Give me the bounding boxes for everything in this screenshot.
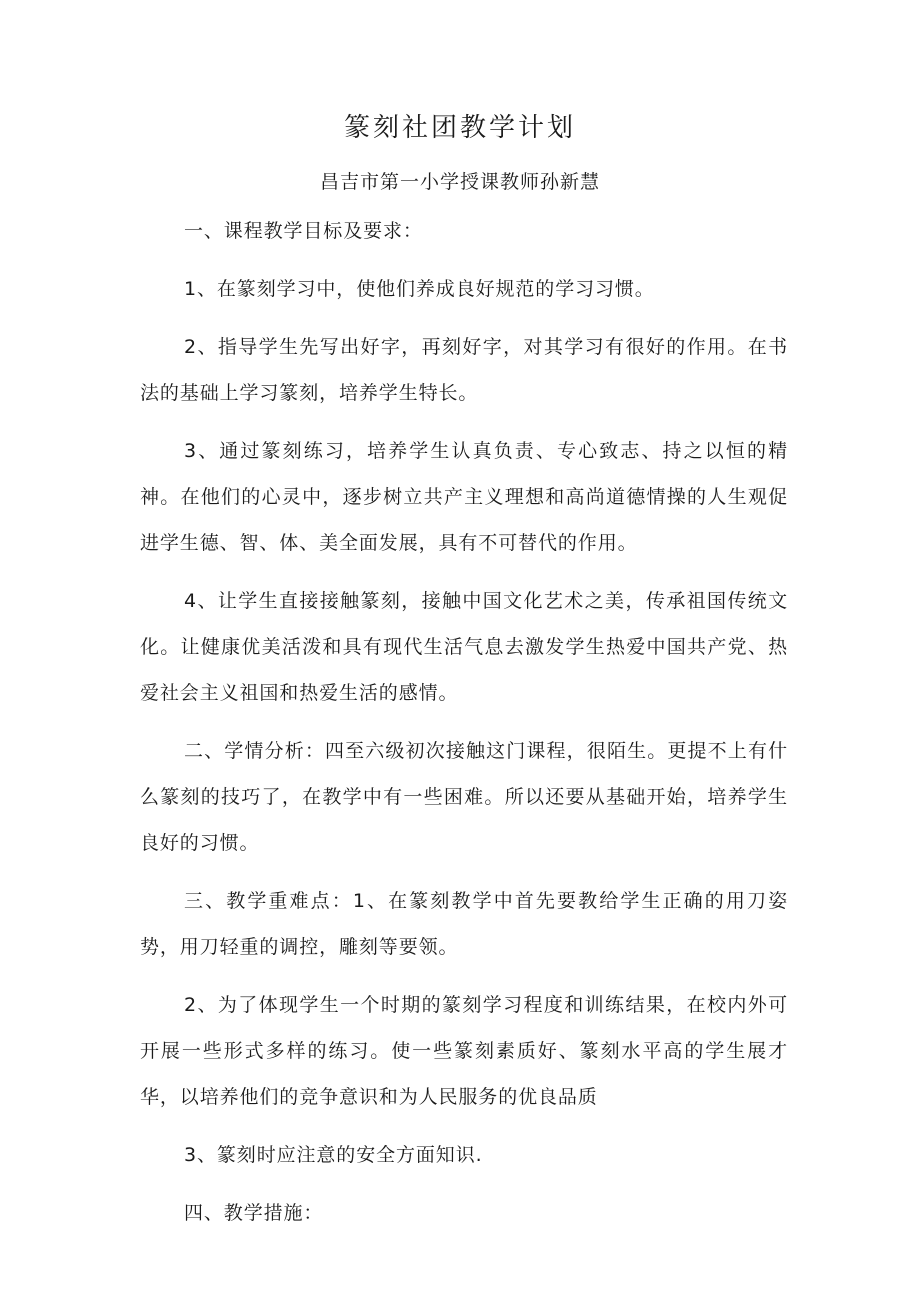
- paragraph-key-points-1: 三、教学重难点：1、在篆刻教学中首先要教给学生正确的用刀姿势，用刀轻重的调控，雕刻等要领。: [140, 890, 788, 958]
- paragraph-goal-1: 1、在篆刻学习中，使他们养成良好规范的学习习惯。: [184, 278, 655, 300]
- paragraph-analysis: 二、学情分析：四至六级初次接触这门课程，很陌生。更提不上有什么篆刻的技巧了，在教学中有一些困难。所以还要从基础开始，培养学生良好的习惯。: [140, 740, 788, 854]
- document-body: [140, 208, 788, 1248]
- section-heading-goals: 一、课程教学目标及要求：: [184, 220, 423, 242]
- section-heading-measures: 四、教学措施：: [184, 1202, 324, 1224]
- author-line: 昌吉市第一小学授课教师孙新慧: [319, 171, 600, 193]
- page-title: 篆刻社团教学计划: [343, 113, 576, 143]
- paragraph-goal-4: 4、让学生直接接触篆刻，接触中国文化艺术之美，传承祖国传统文化。让健康优美活泼和具有现代生活气息去激发学生热爱中国共产党、热爱社会主义祖国和热爱生活的感情。: [140, 590, 788, 704]
- paragraph-key-points-3: 3、篆刻时应注意的安全方面知识.: [184, 1144, 483, 1166]
- paragraph-goal-2: 2、指导学生先写出好字，再刻好字，对其学习有很好的作用。在书法的基础上学习篆刻，培养学生特长。: [140, 336, 788, 404]
- paragraph-key-points-2: 2、为了体现学生一个时期的篆刻学习程度和训练结果，在校内外可开展一些形式多样的练习。使一些篆刻素质好、篆刻水平高的学生展才华，以培养他们的竞争意识和为人民服务的优良品质: [140, 994, 788, 1108]
- paragraph-goal-3: 3、通过篆刻练习，培养学生认真负责、专心致志、持之以恒的精神。在他们的心灵中，逐步树立共产主义理想和高尚道德情操的人生观促进学生德、智、体、美全面发展，具有不可替代的作用。: [140, 440, 788, 554]
